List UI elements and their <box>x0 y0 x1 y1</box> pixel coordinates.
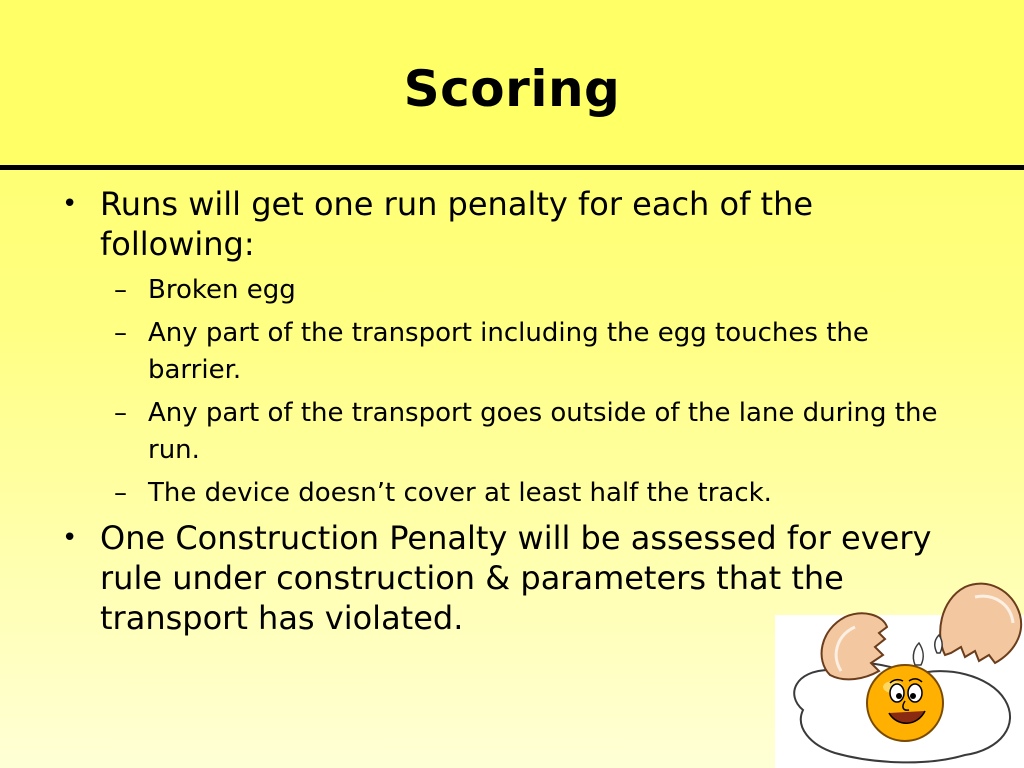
dash-marker: – <box>114 318 127 348</box>
sub-bullet-item <box>56 395 966 469</box>
sub-bullet-text: Broken egg <box>148 275 296 305</box>
slide-title: Scoring <box>403 60 621 118</box>
dash-marker: – <box>114 275 127 305</box>
sub-bullet-item <box>56 475 966 512</box>
title-divider <box>0 165 1024 170</box>
dash-marker: – <box>114 398 127 428</box>
bullet-text: Runs will get one run penalty for each of the following: <box>100 185 814 263</box>
sub-bullet-text: Any part of the transport including the egg touches the barrier. <box>148 318 869 385</box>
bullet-text: One Construction Penalty will be assessed for every rule under construction & parameters that the transport has violated. <box>100 519 932 637</box>
sub-bullet-text: Any part of the transport goes outside of the lane during the run. <box>148 398 938 465</box>
sub-bullet-item <box>56 272 966 309</box>
bullet-item <box>56 184 966 264</box>
dash-marker: – <box>114 478 127 508</box>
sub-bullet-text: The device doesn’t cover at least half the track. <box>148 478 772 508</box>
sub-bullet-item <box>56 315 966 389</box>
bullet-marker: • <box>62 189 78 219</box>
cracked-egg-cartoon-icon <box>775 575 1024 768</box>
bullet-marker: • <box>62 523 78 553</box>
